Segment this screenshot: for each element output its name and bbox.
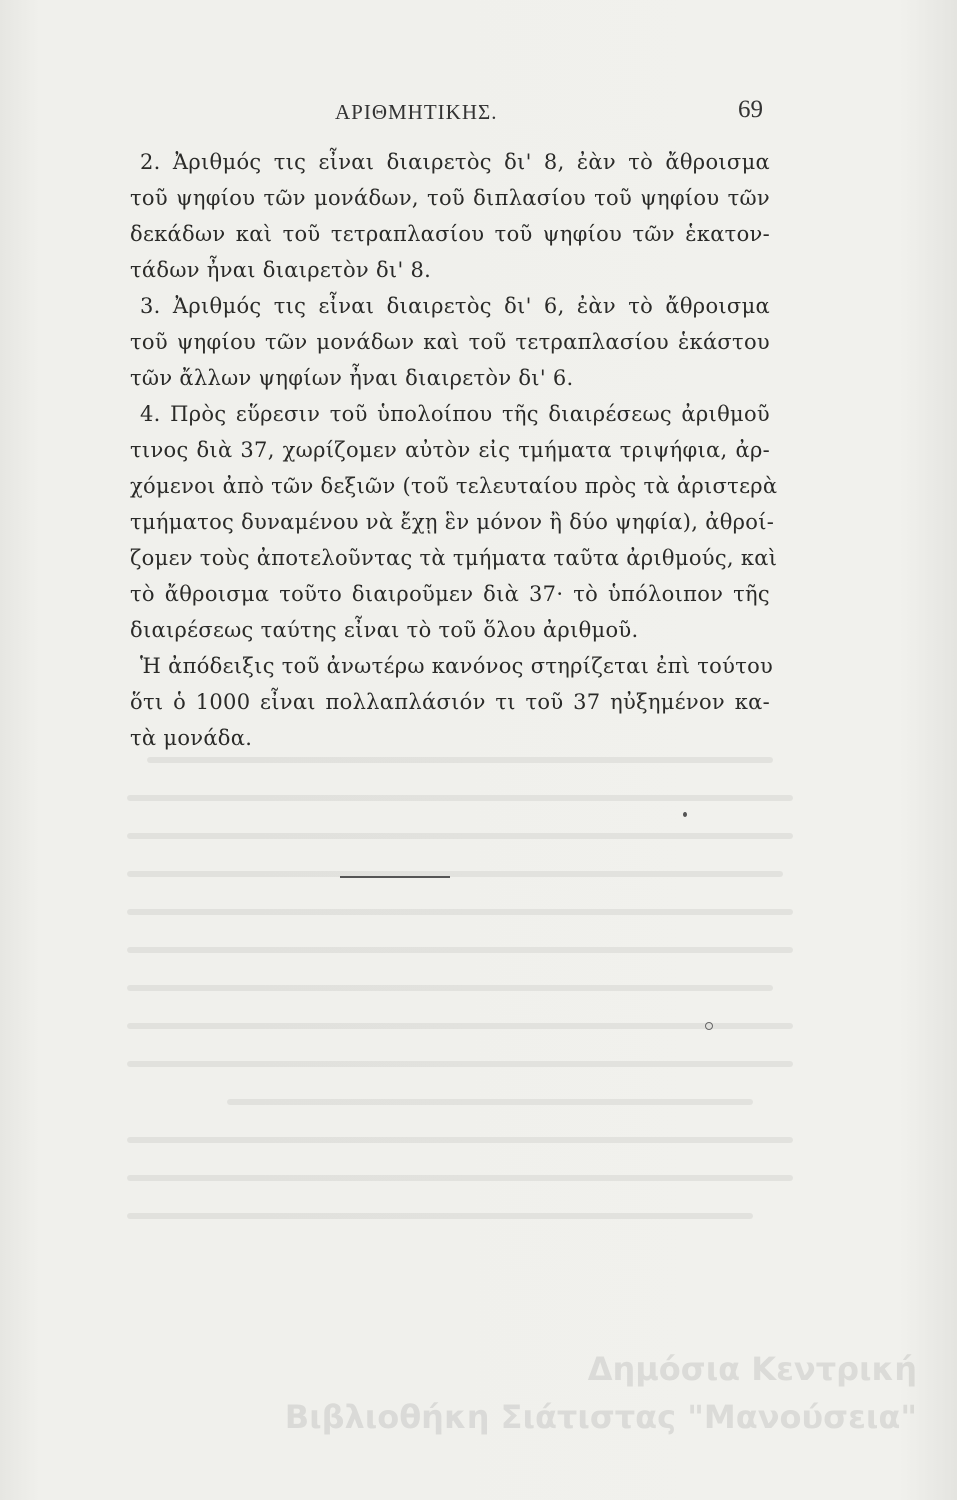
text-line: τάδων ἦναι διαιρετὸν δι' 8. [130,258,432,282]
text-line: 3. Ἀριθμός τις εἶναι διαιρετὸς δι' 6, ἐὰν τὸ ἄθροισμα [140,294,770,318]
text-line: τοῦ ψηφίου τῶν μονάδων, τοῦ διπλασίου τοῦ ψηφίου τῶν [130,186,770,210]
text-line: ζομεν τοὺς ἀποτελοῦντας τὰ τμήματα ταῦτα ἀριθμούς, καὶ [130,546,778,570]
text-line: Ἡ ἀπόδειξις τοῦ ἀνωτέρω κανόνος στηρίζεται ἐπὶ τούτου [140,654,774,678]
library-watermark [285,1345,917,1441]
text-line: ὅτι ὁ 1000 εἶναι πολλαπλάσιόν τι τοῦ 37 ηὐξημένον κα- [130,690,770,714]
paragraph-rule-3 [130,288,770,396]
text-line: 4. Πρὸς εὕρεσιν τοῦ ὑπολοίπου τῆς διαιρέσεως ἀριθμοῦ [140,402,770,426]
text-line: τινος διὰ 37, χωρίζομεν αὐτὸν εἰς τμήματα τριψήφια, ἀρ- [130,438,770,462]
watermark-line: Βιβλιοθήκη Σιάτιστας "Μανούσεια" [284,1398,917,1436]
text-line: τῶν ἄλλων ψηφίων ἦναι διαιρετὸν δι' 6. [130,366,574,390]
ink-speck [705,1022,713,1030]
text-line: χόμενοι ἀπὸ τῶν δεξιῶν (τοῦ τελευταίου πρὸς τὰ ἀριστερὰ [130,474,778,498]
paragraph-rule-2 [130,144,770,288]
bleed-through-texture [110,740,810,1233]
page-number: 69 [738,96,763,123]
text-line: τὸ ἄθροισμα τοῦτο διαιροῦμεν διὰ 37· τὸ ὑπόλοιπον τῆς [130,582,770,606]
ink-speck [683,812,687,817]
text-line: τοῦ ψηφίου τῶν μονάδων καὶ τοῦ τετραπλασίου ἑκάστου [130,330,770,354]
watermark-line: Δημόσια Κεντρική [587,1350,917,1388]
bleed-through-strokes [110,740,810,1220]
running-title: ΑΡΙΘΜΗΤΙΚΗΣ. [335,100,498,124]
text-line: 2. Ἀριθμός τις εἶναι διαιρετὸς δι' 8, ἐὰν τὸ ἄθροισμα [140,150,770,174]
section-divider [340,876,450,878]
text-line: τμήματος δυναμένου νὰ ἔχῃ ἓν μόνον ἢ δύο ψηφία), ἀθροί- [130,510,775,534]
text-line: διαιρέσεως ταύτης εἶναι τὸ τοῦ ὅλου ἀριθμοῦ. [130,618,639,642]
paragraph-rule-4 [130,396,778,648]
text-line: δεκάδων καὶ τοῦ τετραπλασίου τοῦ ψηφίου τῶν ἑκατον- [130,222,770,246]
body-text [130,144,778,756]
text-line: τὰ μονάδα. [130,726,253,750]
